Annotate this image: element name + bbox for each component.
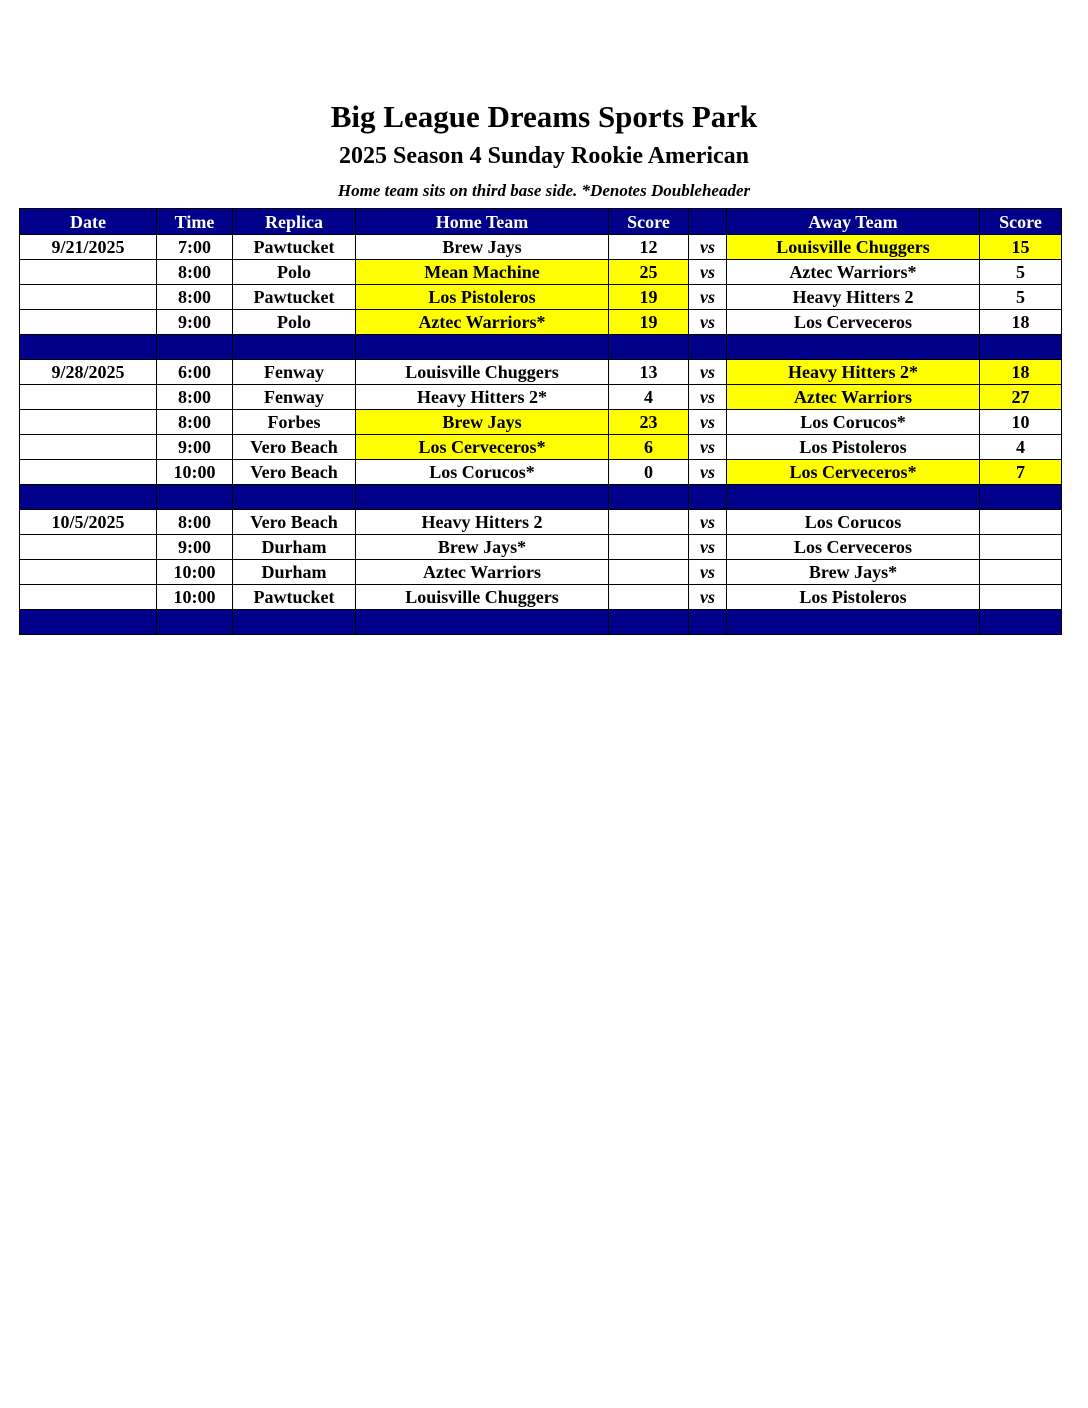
- separator-cell: [609, 485, 689, 510]
- table-row: [20, 235, 1062, 260]
- replica-cell: Vero Beach: [233, 460, 356, 485]
- away-team-cell: Los Pistoleros: [727, 435, 980, 460]
- separator-cell: [689, 335, 727, 360]
- away-team-cell: Aztec Warriors: [727, 385, 980, 410]
- time-cell: 7:00: [157, 235, 233, 260]
- home-team-cell: Heavy Hitters 2*: [356, 385, 609, 410]
- replica-cell: Polo: [233, 310, 356, 335]
- replica-cell: Pawtucket: [233, 285, 356, 310]
- home-team-cell: Brew Jays: [356, 235, 609, 260]
- away-score-cell: [980, 585, 1062, 610]
- time-cell: 10:00: [157, 560, 233, 585]
- home-score-cell: 0: [609, 460, 689, 485]
- time-cell: 6:00: [157, 360, 233, 385]
- separator-cell: [356, 610, 609, 635]
- home-team-cell: Aztec Warriors*: [356, 310, 609, 335]
- replica-cell: Fenway: [233, 385, 356, 410]
- separator-row: [20, 485, 1062, 510]
- vs-cell: vs: [689, 535, 727, 560]
- date-cell: 10/5/2025: [20, 510, 157, 535]
- date-cell: [20, 585, 157, 610]
- separator-cell: [356, 335, 609, 360]
- separator-cell: [727, 335, 980, 360]
- home-team-cell: Los Corucos*: [356, 460, 609, 485]
- separator-cell: [609, 610, 689, 635]
- separator-cell: [233, 335, 356, 360]
- vs-cell: vs: [689, 410, 727, 435]
- away-team-cell: Los Corucos: [727, 510, 980, 535]
- separator-cell: [727, 485, 980, 510]
- separator-row: [20, 610, 1062, 635]
- vs-cell: vs: [689, 285, 727, 310]
- time-cell: 8:00: [157, 410, 233, 435]
- home-team-cell: Aztec Warriors: [356, 560, 609, 585]
- replica-cell: Pawtucket: [233, 235, 356, 260]
- date-cell: [20, 310, 157, 335]
- table-row: [20, 585, 1062, 610]
- away-score-cell: 7: [980, 460, 1062, 485]
- page-subtitle: 2025 Season 4 Sunday Rookie American: [338, 143, 750, 169]
- vs-cell: vs: [689, 310, 727, 335]
- away-score-cell: [980, 560, 1062, 585]
- home-score-cell: 13: [609, 360, 689, 385]
- separator-cell: [20, 485, 157, 510]
- separator-cell: [689, 610, 727, 635]
- date-cell: [20, 535, 157, 560]
- col-header-away-score: Score: [980, 209, 1062, 235]
- replica-cell: Pawtucket: [233, 585, 356, 610]
- away-score-cell: 5: [980, 260, 1062, 285]
- home-score-cell: 23: [609, 410, 689, 435]
- away-score-cell: 27: [980, 385, 1062, 410]
- separator-cell: [233, 610, 356, 635]
- vs-cell: vs: [689, 235, 727, 260]
- vs-cell: vs: [689, 435, 727, 460]
- replica-cell: Polo: [233, 260, 356, 285]
- separator-cell: [356, 485, 609, 510]
- table-row: [20, 260, 1062, 285]
- separator-cell: [980, 485, 1062, 510]
- time-cell: 10:00: [157, 585, 233, 610]
- vs-cell: vs: [689, 585, 727, 610]
- away-team-cell: Louisville Chuggers: [727, 235, 980, 260]
- table-row: [20, 510, 1062, 535]
- replica-cell: Vero Beach: [233, 435, 356, 460]
- table-row: [20, 285, 1062, 310]
- away-score-cell: [980, 510, 1062, 535]
- home-team-cell: Brew Jays*: [356, 535, 609, 560]
- col-header-home-team: Home Team: [356, 209, 609, 235]
- separator-cell: [157, 335, 233, 360]
- vs-cell: vs: [689, 510, 727, 535]
- away-score-cell: [980, 535, 1062, 560]
- home-score-cell: 19: [609, 310, 689, 335]
- table-row: [20, 385, 1062, 410]
- home-score-cell: 25: [609, 260, 689, 285]
- away-score-cell: 4: [980, 435, 1062, 460]
- date-cell: 9/28/2025: [20, 360, 157, 385]
- separator-cell: [157, 485, 233, 510]
- away-team-cell: Los Cerveceros*: [727, 460, 980, 485]
- replica-cell: Durham: [233, 535, 356, 560]
- away-team-cell: Los Cerveceros: [727, 535, 980, 560]
- time-cell: 8:00: [157, 260, 233, 285]
- separator-cell: [980, 335, 1062, 360]
- vs-cell: vs: [689, 460, 727, 485]
- date-cell: [20, 435, 157, 460]
- away-score-cell: 15: [980, 235, 1062, 260]
- home-score-cell: 4: [609, 385, 689, 410]
- date-cell: [20, 285, 157, 310]
- home-team-cell: Los Cerveceros*: [356, 435, 609, 460]
- home-team-cell: Louisville Chuggers: [356, 585, 609, 610]
- separator-row: [20, 335, 1062, 360]
- home-score-cell: [609, 560, 689, 585]
- home-score-cell: 19: [609, 285, 689, 310]
- col-header-replica: Replica: [233, 209, 356, 235]
- separator-cell: [20, 610, 157, 635]
- away-score-cell: 18: [980, 360, 1062, 385]
- vs-cell: vs: [689, 360, 727, 385]
- home-team-cell: Mean Machine: [356, 260, 609, 285]
- table-row: [20, 560, 1062, 585]
- away-score-cell: 10: [980, 410, 1062, 435]
- away-team-cell: Heavy Hitters 2: [727, 285, 980, 310]
- replica-cell: Forbes: [233, 410, 356, 435]
- col-header-home-score: Score: [609, 209, 689, 235]
- replica-cell: Durham: [233, 560, 356, 585]
- date-cell: [20, 385, 157, 410]
- replica-cell: Fenway: [233, 360, 356, 385]
- separator-cell: [157, 610, 233, 635]
- home-score-cell: 12: [609, 235, 689, 260]
- table-row: [20, 435, 1062, 460]
- date-cell: [20, 260, 157, 285]
- col-header-away-team: Away Team: [727, 209, 980, 235]
- col-header-time: Time: [157, 209, 233, 235]
- time-cell: 9:00: [157, 310, 233, 335]
- table-row: [20, 360, 1062, 385]
- away-team-cell: Aztec Warriors*: [727, 260, 980, 285]
- vs-cell: vs: [689, 260, 727, 285]
- time-cell: 9:00: [157, 435, 233, 460]
- away-team-cell: Los Pistoleros: [727, 585, 980, 610]
- time-cell: 10:00: [157, 460, 233, 485]
- replica-cell: Vero Beach: [233, 510, 356, 535]
- time-cell: 8:00: [157, 285, 233, 310]
- date-cell: [20, 460, 157, 485]
- away-score-cell: 18: [980, 310, 1062, 335]
- home-team-cell: Brew Jays: [356, 410, 609, 435]
- date-cell: [20, 560, 157, 585]
- page-note: Home team sits on third base side. *Denotes Doubleheader: [337, 181, 751, 200]
- table-row: [20, 460, 1062, 485]
- vs-cell: vs: [689, 560, 727, 585]
- date-cell: 9/21/2025: [20, 235, 157, 260]
- page-title: Big League Dreams Sports Park: [330, 99, 758, 134]
- separator-cell: [689, 485, 727, 510]
- time-cell: 8:00: [157, 385, 233, 410]
- home-team-cell: Los Pistoleros: [356, 285, 609, 310]
- vs-cell: vs: [689, 385, 727, 410]
- away-team-cell: Heavy Hitters 2*: [727, 360, 980, 385]
- schedule-body: [20, 235, 1062, 635]
- home-score-cell: [609, 585, 689, 610]
- separator-cell: [233, 485, 356, 510]
- away-team-cell: Los Cerveceros: [727, 310, 980, 335]
- table-header-row: [20, 209, 1062, 235]
- table-row: [20, 410, 1062, 435]
- home-score-cell: 6: [609, 435, 689, 460]
- away-team-cell: Los Corucos*: [727, 410, 980, 435]
- separator-cell: [727, 610, 980, 635]
- table-row: [20, 310, 1062, 335]
- time-cell: 9:00: [157, 535, 233, 560]
- date-cell: [20, 410, 157, 435]
- time-cell: 8:00: [157, 510, 233, 535]
- away-team-cell: Brew Jays*: [727, 560, 980, 585]
- separator-cell: [609, 335, 689, 360]
- away-score-cell: 5: [980, 285, 1062, 310]
- home-team-cell: Louisville Chuggers: [356, 360, 609, 385]
- col-header-date: Date: [20, 209, 157, 235]
- col-header-vs: [689, 209, 727, 235]
- schedule-table: [19, 208, 1062, 635]
- home-score-cell: [609, 535, 689, 560]
- home-score-cell: [609, 510, 689, 535]
- home-team-cell: Heavy Hitters 2: [356, 510, 609, 535]
- separator-cell: [20, 335, 157, 360]
- separator-cell: [980, 610, 1062, 635]
- table-row: [20, 535, 1062, 560]
